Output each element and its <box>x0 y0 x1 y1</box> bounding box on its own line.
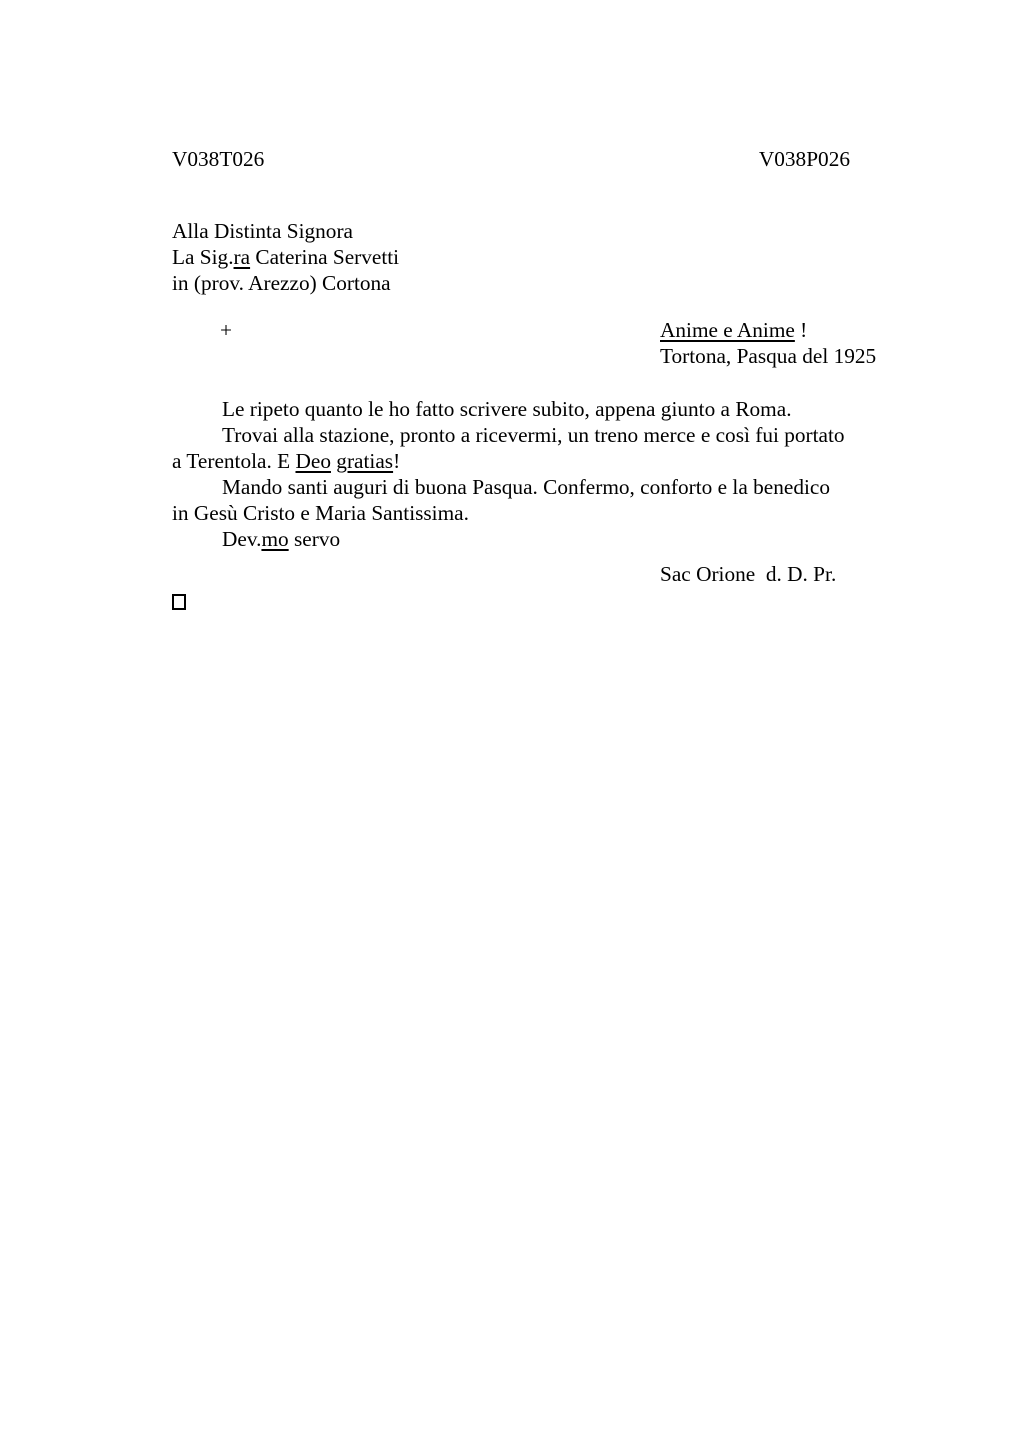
body-line-3-underlined-2: gratias <box>336 449 394 473</box>
salutation-row <box>172 317 877 369</box>
body-line-3-post: ! <box>393 449 401 473</box>
body-line-6-underlined: mo <box>261 527 289 551</box>
body-line-3-pre: a Terentola. E <box>172 449 296 473</box>
body-line-6 <box>172 526 850 552</box>
body-line-6-post: servo <box>288 527 341 551</box>
body-line-5: in Gesù Cristo e Maria Santissima. <box>172 501 469 525</box>
footer-symbol-row <box>172 591 850 617</box>
headline-block <box>660 317 877 369</box>
document-codes-row <box>172 146 850 172</box>
address-line-2-underlined: ra <box>233 245 251 269</box>
body-line-6-pre: Dev. <box>222 527 262 551</box>
dateline: Tortona, Pasqua del 1925 <box>660 344 877 368</box>
address-line-3: in (prov. Arezzo) Cortona <box>172 271 391 295</box>
body-line-4: Mando santi auguri di buona Pasqua. Confermo, conforto e la benedico <box>222 475 830 499</box>
body-line-3-underlined-1: Deo <box>295 449 331 473</box>
motto-suffix: ! <box>794 318 808 342</box>
document-code-left: V038T026 <box>172 147 265 171</box>
body-line-2: Trovai alla stazione, pronto a ricevermi, un treno merce e così fui portato <box>222 423 845 447</box>
recipient-address-block <box>172 218 850 296</box>
address-line-2-post: Caterina Servetti <box>250 245 400 269</box>
signature-line: Sac Orione d. D. Pr. <box>660 562 837 586</box>
address-line-2 <box>172 244 850 270</box>
motto-underlined: Anime e Anime <box>660 318 795 342</box>
letter-body <box>172 396 850 552</box>
motto-line <box>660 317 850 343</box>
document-code-right: V038P026 <box>758 147 850 171</box>
empty-square-icon <box>172 594 186 610</box>
body-line-1: Le ripeto quanto le ho fatto scrivere subito, appena giunto a Roma. <box>222 397 792 421</box>
cross-symbol: + <box>220 318 233 342</box>
address-line-1: Alla Distinta Signora <box>172 219 354 243</box>
body-line-3 <box>172 448 850 474</box>
letter-content <box>172 146 877 617</box>
address-line-2-pre: La Sig. <box>172 245 234 269</box>
